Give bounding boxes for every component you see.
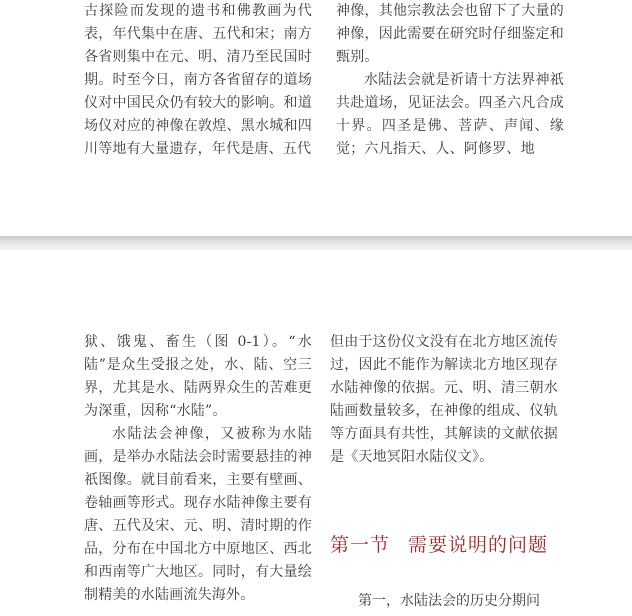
bottom-right-column [330, 331, 558, 469]
top-page [0, 0, 632, 236]
body-paragraph: 水陆法会就是祈请十方法界神祇共赴道场，见证法会。四圣六凡合成十界。四圣是佛、菩萨、声闻、缘觉；六凡指天、人、阿修罗、地 [336, 72, 564, 157]
section-number: 第一节 [330, 534, 391, 556]
section-first-line: 第一，水陆法会的历史分期问 [358, 593, 540, 609]
section-title: 需要说明的问题 [408, 534, 549, 556]
body-paragraph: 狱、饿鬼、畜生（图 0-1）。“水陆”是众生受报之处，水、陆、空三界，尤其是水、陆两界众生的苦难更为深重，因称“水陆”。 [84, 334, 312, 419]
body-paragraph: 但由于这份仪文没有在北方地区流传过，因此不能作为解读北方地区现存水陆神像的依据。元、明、清三朝水陆画数量较多，在神像的组成、仪轨等方面具有共性，其解读的文献依据是《天地冥阳水陆仪文》。 [330, 334, 558, 465]
page-separator [0, 236, 632, 250]
body-paragraph: 古探险而发现的遗书和佛教画为代表，年代集中在唐、五代和宋；南方各省则集中在元、明、清乃至民国时期。时至今日，南方各省留存的道场仪对中国民众仍有较大的影响。和道场仪对应的神像在敦煌、黑水城和四川等地有大量遗存，年代是唐、五代 [84, 3, 312, 157]
section-heading [330, 532, 570, 558]
body-paragraph: 水陆法会神像，又被称为水陆画，是举办水陆法会时需要悬挂的神祇图像。就目前看来，主要有壁画、卷轴画等形式。现存水陆神像主要有唐、五代及宋、元、明、清时期的作品，分布在中国北方中原地区、西北和西南等广大地区。同时，有大量绘制精美的水陆画流失海外。 [84, 426, 312, 603]
bottom-left-column [84, 331, 312, 607]
bottom-page [0, 250, 632, 616]
top-left-column [84, 0, 312, 161]
top-right-column [336, 0, 564, 161]
body-paragraph: 神像，其他宗教法会也留下了大量的神像，因此需要在研究时仔细鉴定和甄别。 [336, 3, 564, 65]
